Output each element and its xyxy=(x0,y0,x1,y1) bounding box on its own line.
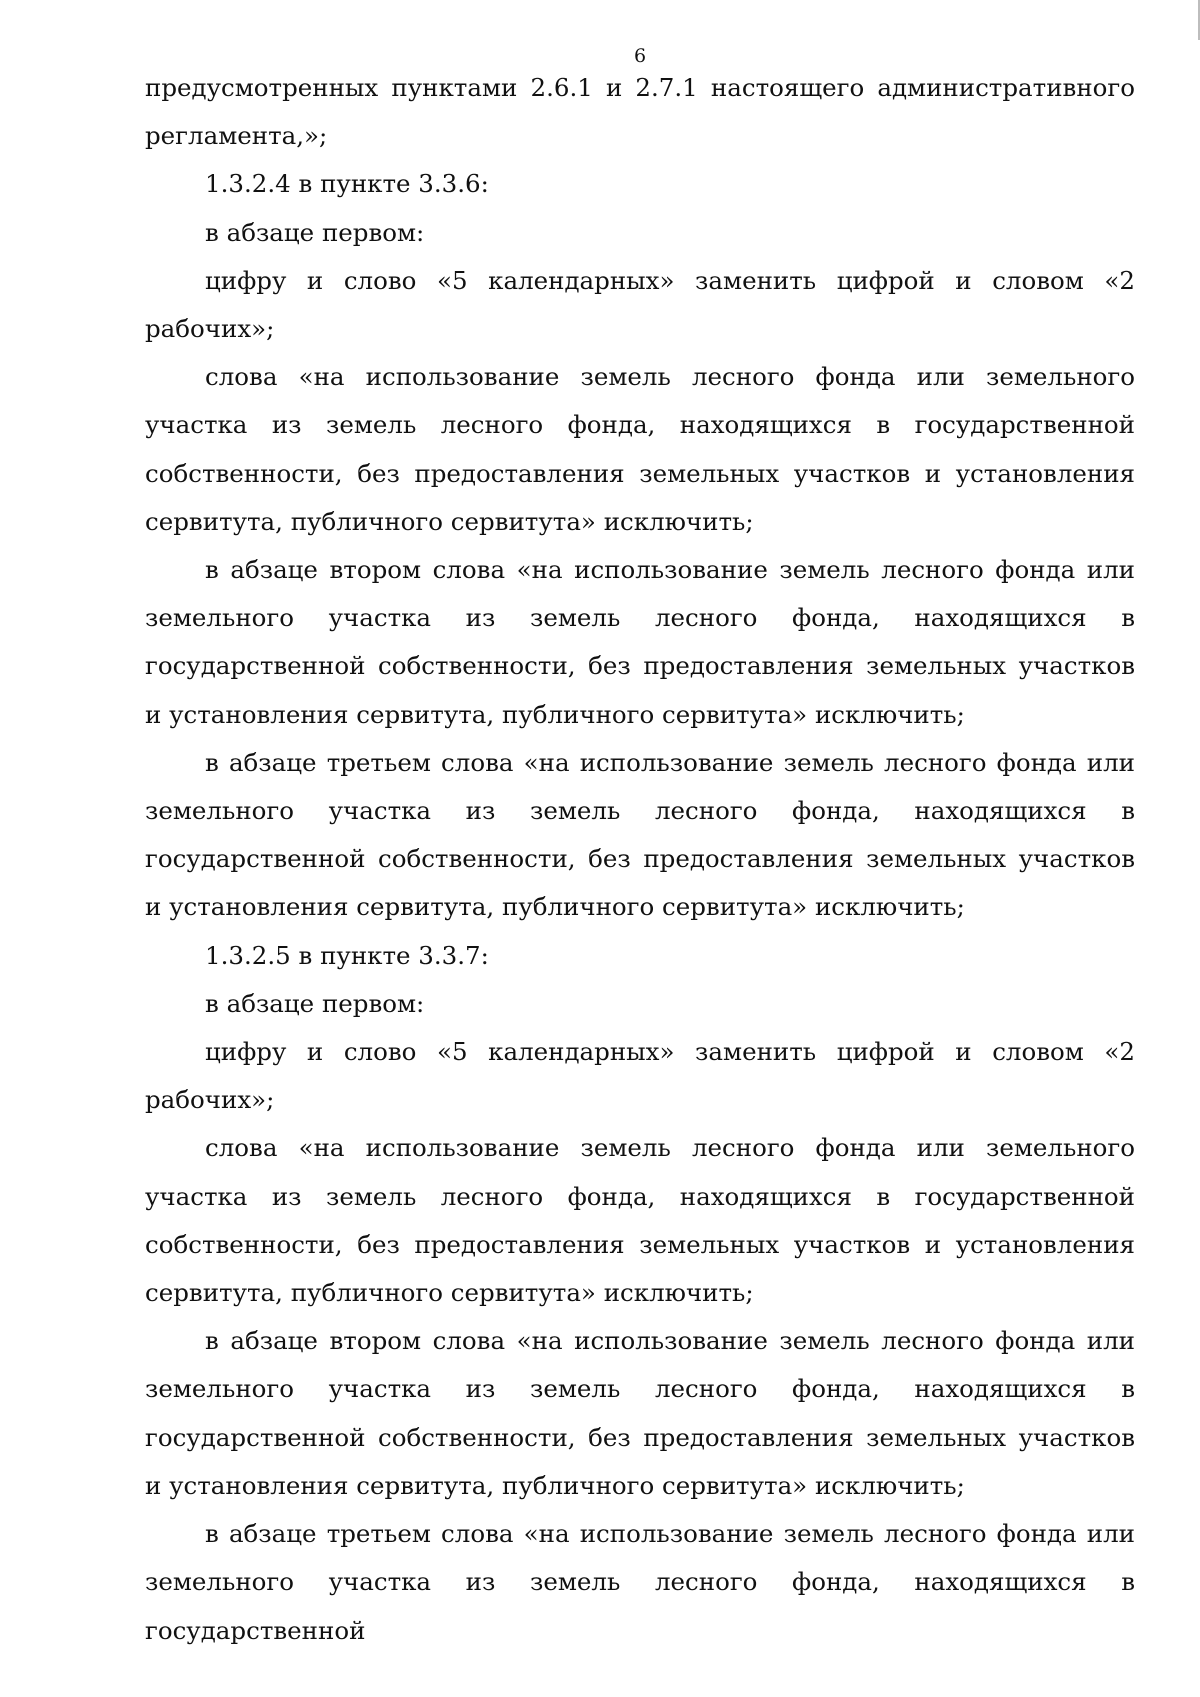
paragraph: цифру и слово «5 календарных» заменить цифрой и словом «2 рабочих»; xyxy=(145,265,1135,344)
paragraph: в абзаце втором слова «на использование земель лесного фонда или земельного участка из земель лесного фонда, находящихся в государственной собственности, без предоставления земельных участков и установления сервитута, публичного сервитута» исключить; xyxy=(145,1326,1135,1500)
paragraph: в абзаце третьем слова «на использование земель лесного фонда или земельного участка из земель лесного фонда, находящихся в государственной xyxy=(145,1519,1135,1645)
paragraph: слова «на использование земель лесного фонда или земельного участка из земель лесного фонда, находящихся в государственной собственности, без предоставления земельных участков и установления сервитута, публичного сервитута» исключить; xyxy=(145,362,1135,536)
paragraph: слова «на использование земель лесного фонда или земельного участка из земель лесного фонда, находящихся в государственной собственности, без предоставления земельных участков и установления сервитута, публичного сервитута» исключить; xyxy=(145,1133,1135,1308)
paragraph: в абзаце третьем слова «на использование земель лесного фонда или земельного участка из земель лесного фонда, находящихся в государственной собственности, без предоставления земельных участков и установления сервитута, публичного сервитута» исключить; xyxy=(145,747,1135,922)
paragraph: 1.3.2.4 в пункте 3.3.6: xyxy=(205,169,489,199)
document-body xyxy=(145,64,1135,1655)
paragraph: 1.3.2.5 в пункте 3.3.7: xyxy=(205,940,489,970)
paragraph: в абзаце первом: xyxy=(205,217,425,247)
paragraph: цифру и слово «5 календарных» заменить цифрой и словом «2 рабочих»; xyxy=(145,1037,1135,1115)
paragraph: в абзаце первом: xyxy=(205,988,425,1018)
page-number: 6 xyxy=(633,45,647,67)
paragraph: предусмотренных пунктами 2.6.1 и 2.7.1 настоящего административного регламента,»; xyxy=(145,73,1135,151)
paragraph: в абзаце втором слова «на использование земель лесного фонда или земельного участка из земель лесного фонда, находящихся в государственной собственности, без предоставления земельных участков и установления сервитута, публичного сервитута» исключить; xyxy=(145,555,1135,729)
